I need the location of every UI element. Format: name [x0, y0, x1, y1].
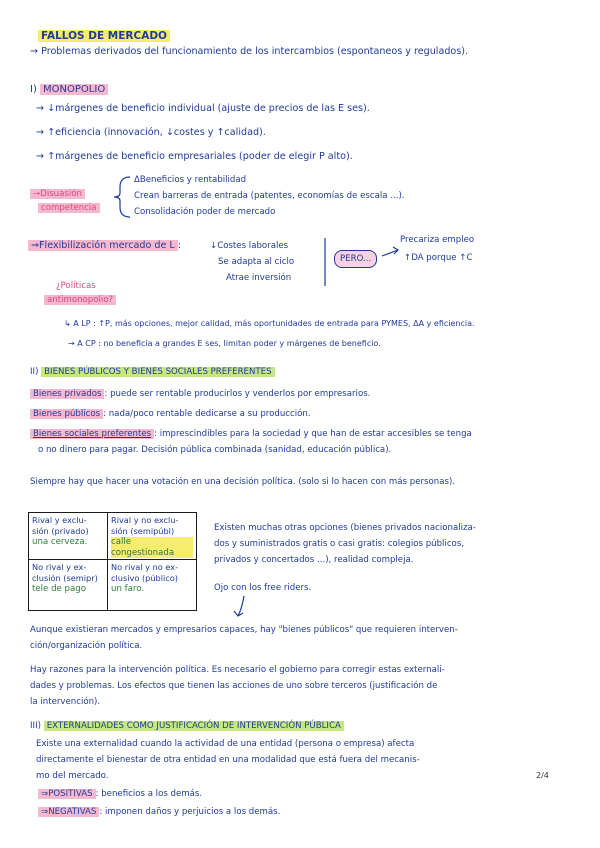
flex-item-1: ↓Costes laborales: [210, 241, 289, 251]
aunque-line-1: Aunque existieran mercados y empresarios capaces, hay "bienes públicos" que requieren interven-: [30, 625, 458, 635]
disuasion-item-3: Consolidación poder de mercado: [134, 207, 276, 217]
flex-item-3: Atrae inversión: [226, 273, 292, 283]
aunque-line-2: ción/organización política.: [30, 641, 143, 651]
disuasion-label-1: →Disuasión: [30, 188, 85, 200]
table-cell-no-rival-exclusion: No rival y ex- clusión (semipr) tele de pago: [28, 559, 108, 611]
section1-heading: I) MONOPOLIO: [30, 84, 108, 96]
free-riders-line: Ojo con los free riders.: [214, 583, 312, 593]
down-arrow-icon: [230, 594, 252, 620]
sociales-line-2: o no dinero para pagar. Decisión pública combinada (sanidad, educación pública).: [38, 445, 392, 455]
positivas-line: ⇒POSITIVAS : beneficios a los demás.: [38, 788, 202, 800]
page-number: 2/4: [536, 771, 549, 780]
siempre-line: Siempre hay que hacer una votación en una decisión política. (solo si lo hacen con más personas).: [30, 477, 456, 487]
flex-item-2: Se adapta al ciclo: [218, 257, 295, 267]
negativas-line: ⇒NEGATIVAS : imponen daños y perjuicios a los demás.: [38, 806, 280, 818]
table-cell-rival-no-exclusion: Rival y no exclu- sión (semipúbl) calle congestionada: [107, 512, 197, 560]
section3-heading: III) EXTERNALIDADES COMO JUSTIFICACIÓN DE INTERVENCIÓN PÚBLICA: [30, 720, 344, 732]
monopoly-item-3: → ↑márgenes de beneficio empresariales (poder de elegir P alto).: [36, 151, 353, 162]
pero-box: PERO...: [334, 250, 377, 268]
divider-icon: [320, 236, 330, 288]
opciones-line-2: dos y suministrados gratis o casi gratis: colegios públicos,: [214, 539, 465, 549]
razones-line-1: Hay razones para la intervención política. Es necesario el gobierno para corregir estas externali-: [30, 665, 445, 675]
intro-line: → Problemas derivados del funcionamiento de los intercambios (espontaneos y regulados).: [30, 46, 469, 57]
question-line-2: antimonopolio?: [44, 294, 116, 306]
razones-line-2: dades y problemas. Los efectos que tienen las acciones de uno sobre terceros (justificación de: [30, 681, 438, 691]
disuasion-item-1: ΔBeneficios y rentabilidad: [134, 175, 247, 185]
externalidad-line-3: mo del mercado.: [36, 771, 109, 781]
externalidad-line-2: directamente el bienestar de otra entidad en una modalidad que está fuera del mecanis-: [36, 755, 420, 765]
flex-label: ⇒Flexibilización mercado de L :: [28, 240, 181, 252]
monopoly-item-1: → ↓márgenes de beneficio individual (ajuste de precios de las E ses).: [36, 103, 370, 114]
externalidad-line-1: Existe una externalidad cuando la actividad de una entidad (persona o empresa) afecta: [36, 739, 415, 749]
table-cell-no-rival-no-exclusion: No rival y no ex- clusivo (público) un faro.: [107, 559, 197, 611]
disuasion-label-2: competencia: [38, 202, 100, 214]
question-line-1: ¿Políticas: [56, 281, 96, 291]
razones-line-3: la intervención).: [30, 697, 101, 707]
lp-line: ↳ A LP : ↑P, más opciones, mejor calidad, más oportunidades de entrada para PYMES, ΔA y eficiencia.: [64, 319, 475, 328]
arrow-icon: [380, 242, 402, 264]
privados-line: Bienes privados : puede ser rentable producirlos y venderlos por empresarios.: [30, 388, 370, 400]
cp-line: → A CP : no beneficia a grandes E ses, limitan poder y márgenes de beneficio.: [68, 339, 381, 348]
brace-icon: [112, 175, 132, 219]
pero-result-2: ↑DA porque ↑C: [404, 253, 473, 263]
section2-heading: II) BIENES PÚBLICOS Y BIENES SOCIALES PREFERENTES: [30, 366, 275, 378]
publicos-line: Bienes públicos : nada/poco rentable dedicarse a su producción.: [30, 408, 311, 420]
table-cell-rival-exclusion: Rival y exclu- sión (privado) una cerveza.: [28, 512, 108, 560]
monopoly-item-2: → ↑eficiencia (innovación, ↓costes y ↑calidad).: [36, 127, 266, 138]
page-title: FALLOS DE MERCADO: [38, 30, 170, 42]
sociales-line-1: Bienes sociales preferentes : imprescindibles para la sociedad y que han de estar accesibles se tenga: [30, 428, 472, 440]
disuasion-item-2: Crean barreras de entrada (patentes, economías de escala ...).: [134, 191, 405, 201]
opciones-line-1: Existen muchas otras opciones (bienes privados nacionaliza-: [214, 523, 476, 533]
opciones-line-3: privados y concertados ...), realidad compleja.: [214, 555, 414, 565]
pero-result-1: Precariza empleo: [400, 235, 475, 245]
